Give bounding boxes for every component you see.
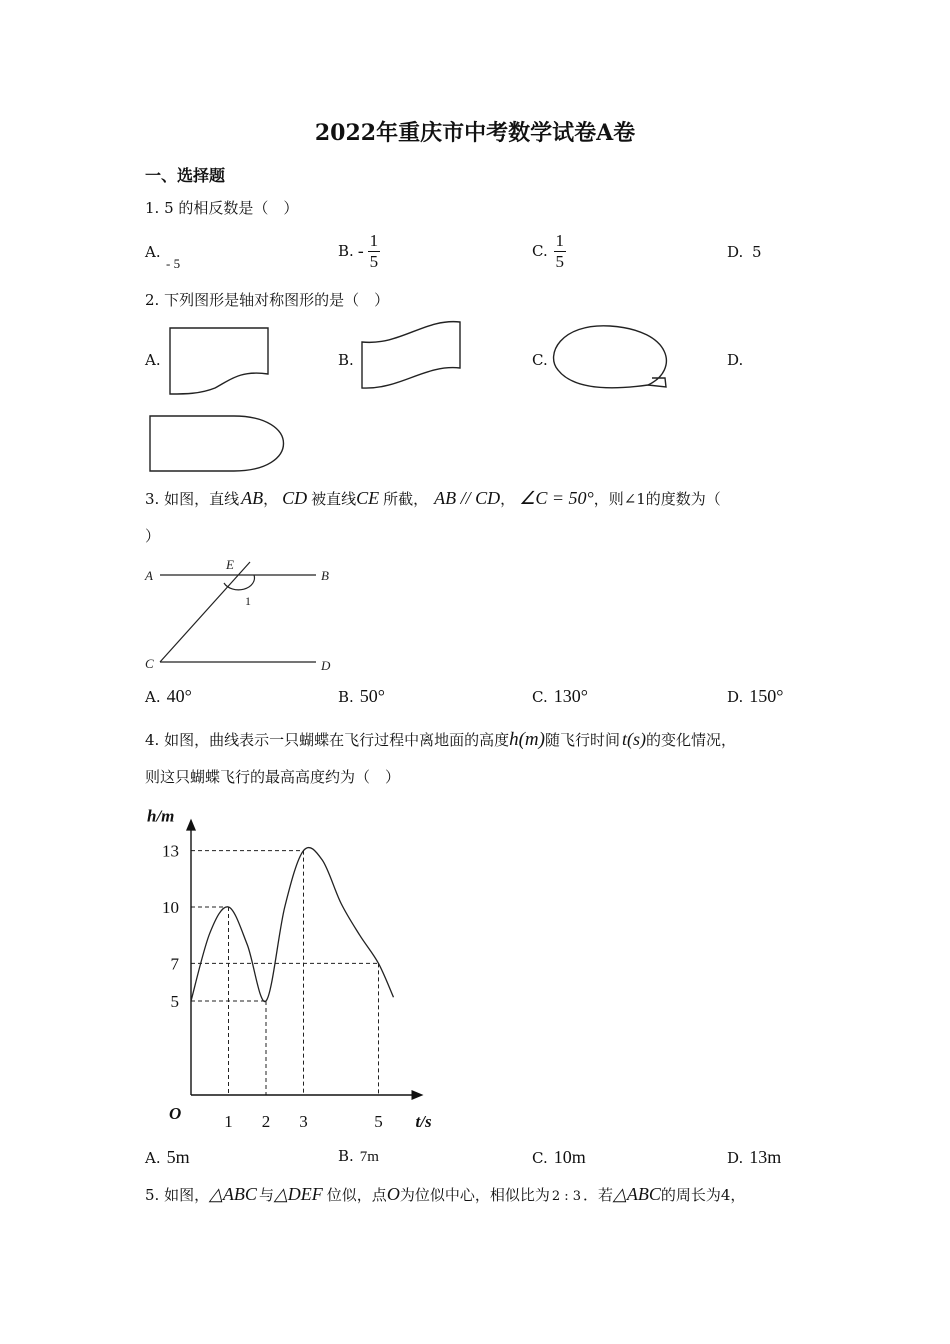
q4-time-unit: t(s) — [622, 729, 646, 749]
section-heading: 一、选择题 — [145, 166, 226, 185]
q3-label-c: C — [145, 656, 154, 671]
q1-option-d-prefix: D. — [727, 243, 744, 261]
q4-option-a-prefix: A. — [145, 1149, 161, 1167]
q3-label-a: A — [145, 568, 153, 583]
q5-part1: 5. 如图， — [145, 1186, 210, 1204]
q5-ratio: 2 : 3 — [551, 1189, 582, 1204]
q3-angle-arc — [224, 575, 254, 590]
q3-option-a-value: 40° — [166, 686, 192, 706]
y-tick-label-5: 5 — [170, 992, 179, 1011]
q5-part5: ．若 — [583, 1186, 614, 1204]
q4-height-unit: h(m) — [509, 729, 545, 750]
q4-option-a-value: 5m — [166, 1147, 190, 1167]
q3-parallel: AB // CD — [434, 488, 501, 508]
q1-option-c-numerator: 1 — [555, 230, 564, 250]
q4-stem — [145, 729, 736, 751]
x-tick-label-5: 5 — [374, 1112, 383, 1131]
q4-chart — [140, 800, 470, 1140]
q4-option-c — [532, 1147, 586, 1168]
q1-option-a-value: - 5 — [166, 256, 181, 271]
q4-option-b — [338, 1147, 379, 1166]
q3-label-e: E — [226, 557, 234, 572]
q3-option-d-prefix: D. — [727, 688, 744, 706]
x-axis-label: t/s — [415, 1112, 432, 1131]
q3-line-cd: CD — [282, 488, 308, 508]
q3-label-angle-1: 1 — [245, 594, 251, 608]
q1-option-c-denominator: 5 — [555, 251, 564, 271]
q3-angle-c: ∠C = 50° — [519, 488, 594, 508]
q5-part2: 与 — [258, 1186, 274, 1204]
page-title: 2022年重庆市中考数学试卷A卷 — [314, 120, 636, 146]
q4-option-b-value: 7m — [359, 1149, 379, 1165]
q3-stem-part2: 被直线 — [311, 490, 357, 508]
y-tick-label-10: 10 — [162, 898, 179, 917]
q4-stem-part1: 4. 如图，曲线表示一只蝴蝶在飞行过程中离地面的高度 — [145, 731, 510, 749]
q5-stem — [145, 1184, 745, 1205]
q3-option-a-prefix: A. — [145, 688, 161, 706]
x-tick-label-3: 3 — [299, 1112, 308, 1131]
q3-sep1: ， — [263, 490, 279, 508]
q3-line-ce: CE — [356, 488, 380, 508]
q3-stem-part3: 所截， — [383, 490, 429, 508]
q5-triangle-def: △DEF — [273, 1184, 323, 1204]
q1-option-b-prefix: B. — [338, 242, 354, 260]
q4-option-d-prefix: D. — [727, 1149, 744, 1167]
q1-option-c-prefix: C. — [532, 242, 548, 260]
q4-option-d — [727, 1147, 781, 1168]
x-tick-label-2: 2 — [261, 1112, 271, 1131]
q5-point-o: O — [386, 1184, 400, 1204]
q2-option-d-label: D. — [727, 351, 744, 369]
q1-option-b-sign: - — [357, 240, 364, 262]
q3-option-d-value: 150° — [749, 686, 784, 706]
q3-option-c — [532, 686, 588, 707]
q4-curve-series — [191, 848, 394, 1002]
q3-line-ab: AB — [241, 488, 264, 508]
q4-stem-part2: 随飞行时间 — [544, 731, 620, 749]
q3-option-d — [727, 686, 783, 707]
q5-part4: 为位似中心，相似比为 — [399, 1186, 550, 1204]
q4-option-d-value: 13m — [749, 1147, 782, 1167]
x-axis-arrow — [412, 1090, 424, 1100]
q2-stem: 2. 下列图形是轴对称图形的是（ ） — [145, 291, 390, 309]
y-axis-arrow — [186, 819, 196, 831]
q3-option-c-prefix: C. — [532, 688, 548, 706]
q3-option-b — [338, 686, 385, 707]
y-tick-label-13: 13 — [162, 841, 179, 861]
q5-triangle-abc: △ABC — [209, 1184, 257, 1204]
y-tick-label-7: 7 — [170, 954, 179, 974]
q5-part6: 的周长为4， — [660, 1186, 746, 1204]
q3-option-a — [145, 686, 192, 707]
q3-line-ce-drawn — [160, 562, 250, 662]
q3-label-b: B — [321, 568, 329, 583]
q4-stem-part3: 的变化情况， — [646, 731, 737, 749]
q2-option-c-label: C. — [532, 351, 548, 369]
q3-label-d: D — [321, 658, 331, 673]
q3-sep2: ， — [500, 490, 516, 508]
q3-stem-part1: 3. 如图，直线 — [145, 490, 240, 508]
q3-option-c-value: 130° — [553, 686, 588, 706]
q4-option-c-value: 10m — [553, 1147, 586, 1167]
y-axis-label: h/m — [147, 806, 175, 826]
q1-option-b-numerator: 1 — [369, 230, 379, 250]
q3-option-b-prefix: B. — [338, 688, 354, 706]
q1-option-b-denominator: 5 — [369, 251, 379, 271]
q1-stem: 1. 5 的相反数是（ ） — [145, 199, 299, 217]
x-tick-label-1: 1 — [224, 1112, 233, 1131]
q5-part3: 位似，点 — [326, 1186, 387, 1204]
q2-option-a-label: A. — [145, 351, 161, 369]
origin-label: O — [169, 1104, 182, 1123]
q3-option-b-value: 50° — [359, 686, 385, 706]
q4-stem-line2: 则这只蝴蝶飞行的最高高度约为（ ） — [145, 768, 401, 786]
q4-option-b-prefix: B. — [338, 1147, 354, 1165]
q3-stem-part4: ，则∠1的度数为（ — [593, 490, 721, 508]
q3-stem-line2: ） — [145, 527, 161, 545]
q1-option-d-value: 5 — [752, 243, 762, 261]
q5-triangle-abc-2: △ABC — [613, 1184, 661, 1204]
q2-option-b-label: B. — [338, 351, 354, 369]
q4-option-c-prefix: C. — [532, 1149, 548, 1167]
q1-option-a-prefix: A. — [145, 243, 161, 261]
q4-option-a — [145, 1147, 190, 1168]
